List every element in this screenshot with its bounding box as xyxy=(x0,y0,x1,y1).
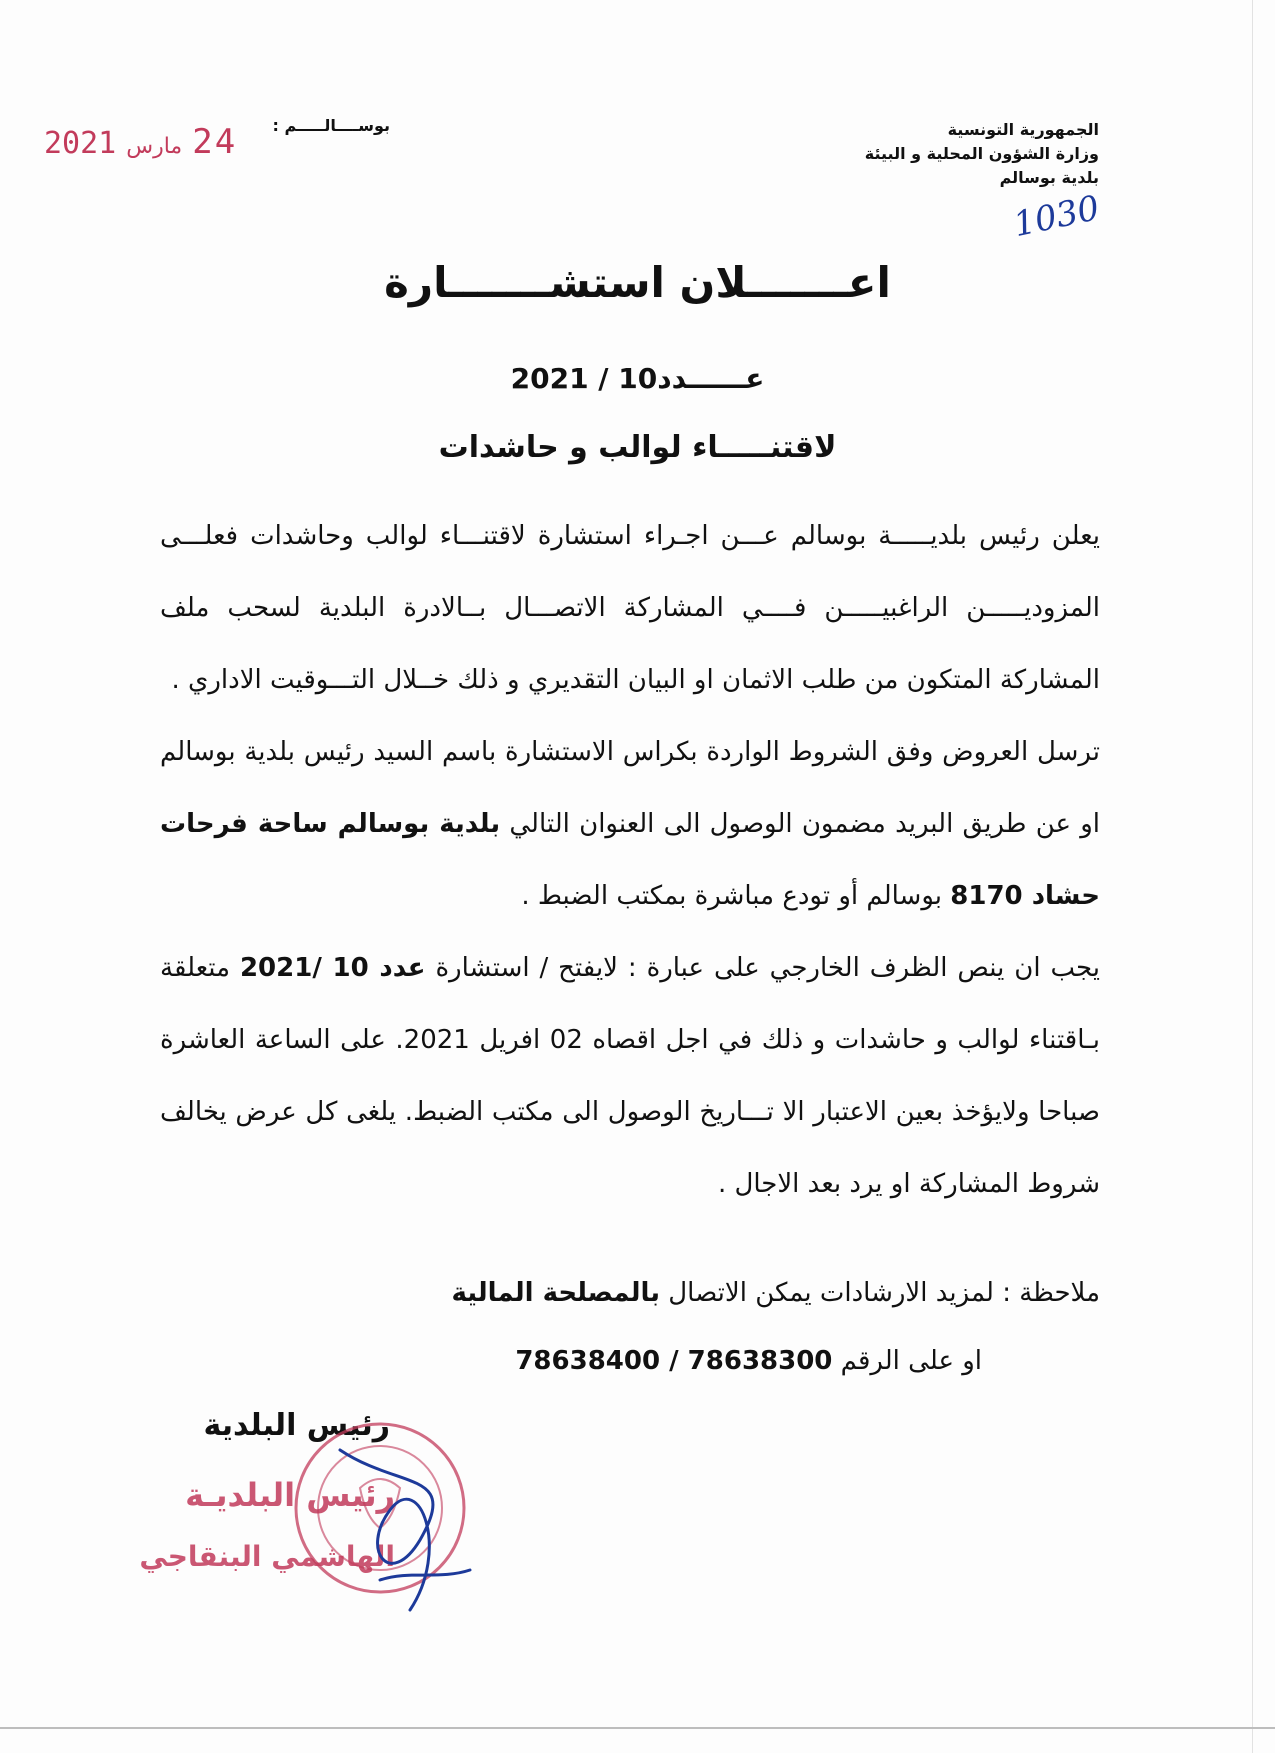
envelope-reference: عدد 10 /2021 xyxy=(239,953,426,983)
place-date-label: بوســــالـــــم : xyxy=(272,116,390,135)
date-year: 2021 xyxy=(44,126,117,161)
stamp-title: رئيس البلديـة xyxy=(185,1476,395,1514)
paragraph-2-end: بوسالم أو تودع مباشرة بمكتب الضبط . xyxy=(521,881,951,911)
phone-separator: / xyxy=(660,1346,688,1376)
note-line xyxy=(160,1278,1100,1308)
page-title: اعـــــــلان استشـــــــارة xyxy=(384,258,891,307)
postal-address: بلدية بوسالم ساحة فرحات حشاد 8170 xyxy=(160,809,1100,911)
date-stamp xyxy=(44,122,238,162)
letterhead xyxy=(679,118,1099,190)
paragraph-3-end: متعلقة بـاقتناء لوالب و حاشدات و ذلك في اجل اقصاه 02 افريل 2021. على الساعة العاشرة صباحا ولايؤخذ بعين الاعتبار الا تـــاريخ الوصول الى مكتب الضبط. يلغى كل عرض يخالف شروط المشاركة او يرد بعد الاجال . xyxy=(160,953,1100,1199)
announcement-body xyxy=(160,500,1100,1220)
paragraph-3-text: يجب ان ينص الظرف الخارجي على عبارة : لايفتح / استشارة xyxy=(425,953,1101,983)
stamp-name: الهاشمي البنقاجي xyxy=(139,1540,395,1573)
scan-edge-bottom xyxy=(0,1727,1275,1729)
phone-number-1: 78638300 xyxy=(687,1346,833,1376)
handwritten-number: 1030 xyxy=(1010,188,1103,246)
date-day: 24 xyxy=(192,122,238,162)
subject-line: لاقتنـــــاء لوالب و حاشدات xyxy=(438,430,837,465)
paragraph-2 xyxy=(160,716,1100,932)
phone-number-2: 78638400 xyxy=(515,1346,661,1376)
signature-title: رئيس البلدية xyxy=(203,1408,390,1443)
paragraph-3 xyxy=(160,932,1100,1220)
paragraph-2-text: ترسل العروض وفق الشروط الواردة بكراس الاستشارة باسم السيد رئيس بلدية بوسالم او عن طريق البريد مضمون الوصول الى العنوان التالي xyxy=(160,737,1100,839)
phone-line xyxy=(160,1346,982,1376)
ministry-name: وزارة الشؤون المحلية و البيئة xyxy=(864,144,1099,163)
handwritten-signature-icon xyxy=(320,1430,490,1630)
country-name: الجمهورية التونسية xyxy=(947,120,1099,139)
note-text: ملاحظة : لمزيد الارشادات يمكن الاتصال xyxy=(660,1278,1100,1308)
paragraph-1: يعلن رئيس بلديـــــة بوسالم عـــن اجـراء استشارة لاقتنـــاء لوالب وحاشدات فعلـــى المزوديـــــن الراغبيـــــن فــــي المشاركة الاتصـــال بــالادرة البلدية لسحب ملف المشاركة المتكون من طلب الاثمان او البيان التقديري و ذلك خــلال التـــوقيت الاداري . xyxy=(160,521,1100,695)
municipality-name: بلدية بوسالم xyxy=(999,168,1099,187)
reference-number: عــــــدد10 / 2021 xyxy=(510,362,765,395)
phone-prefix: او على الرقم xyxy=(832,1346,982,1376)
finance-department: بالمصلحة المالية xyxy=(451,1278,661,1308)
date-month: مارس xyxy=(126,134,183,159)
